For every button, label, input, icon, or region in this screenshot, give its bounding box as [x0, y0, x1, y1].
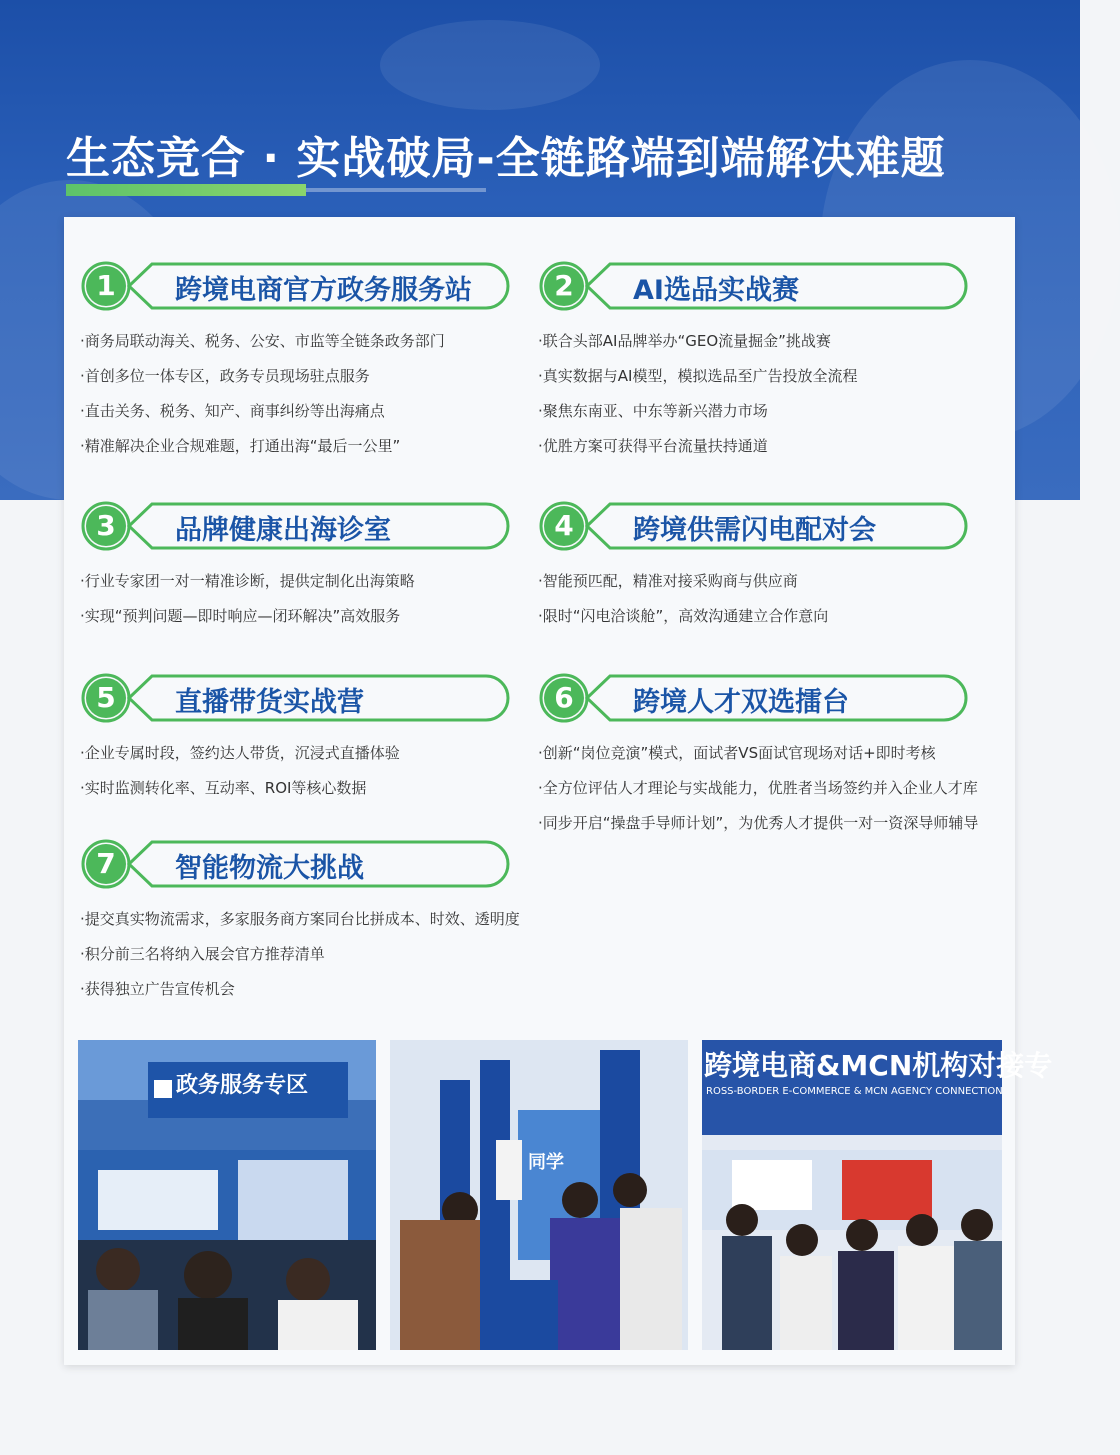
- bullet-list: [538, 564, 828, 634]
- photo-sign: 跨境电商&MCN机构对接专: [704, 1049, 1053, 1082]
- title-underline-faded: [306, 188, 486, 192]
- list-item: ·积分前三名将纳入展会官方推荐清单: [80, 945, 325, 963]
- section-header: [80, 672, 400, 724]
- section-number: 7: [86, 844, 126, 884]
- list-item: ·智能预匹配，精准对接采购商与供应商: [538, 572, 798, 590]
- title-underline: [66, 184, 306, 196]
- section-header: [80, 260, 472, 312]
- section-7: [80, 838, 520, 1007]
- list-item: ·限时“闪电洽谈舱”，高效沟通建立合作意向: [538, 607, 829, 625]
- list-item: ·创新“岗位竞演”模式，面试者VS面试官现场对话+即时考核: [538, 744, 936, 762]
- list-item: ·同步开启“操盘手导师计划”，为优秀人才提供一对一资深导师辅导: [538, 814, 979, 832]
- section-number: 6: [544, 678, 584, 718]
- section-title: 品牌健康出海诊室: [175, 515, 391, 546]
- bullet-list: [538, 324, 857, 464]
- section-header: [538, 500, 876, 552]
- section-number: 2: [544, 266, 584, 306]
- list-item: ·全方位评估人才理论与实战能力，优胜者当场签约并入企业人才库: [538, 779, 978, 797]
- section-title: AI选品实战赛: [633, 275, 799, 306]
- event-photo-icon: [390, 1040, 688, 1350]
- list-item: ·直击关务、税务、知产、商事纠纷等出海痛点: [80, 402, 385, 420]
- section-header: [538, 260, 857, 312]
- list-item: ·实时监测转化率、互动率、ROI等核心数据: [80, 779, 367, 797]
- photo-sign: 政务服务专区: [176, 1073, 309, 1098]
- bullet-list: [80, 736, 400, 806]
- section-title: 直播带货实战营: [175, 687, 364, 718]
- section-number: 4: [544, 506, 584, 546]
- section-number: 1: [86, 266, 126, 306]
- list-item: ·聚焦东南亚、中东等新兴潜力市场: [538, 402, 768, 420]
- bullet-list: [80, 902, 520, 1007]
- section-title: 智能物流大挑战: [175, 853, 364, 884]
- section-number: 3: [86, 506, 126, 546]
- list-item: ·实现“预判问题—即时响应—闭环解决”高效服务: [80, 607, 401, 625]
- section-header: [80, 500, 415, 552]
- list-item: ·真实数据与AI模型，模拟选品至广告投放全流程: [538, 367, 858, 385]
- section-4: [538, 500, 876, 634]
- list-item: ·提交真实物流需求，多家服务商方案同台比拼成本、时效、透明度: [80, 910, 520, 928]
- bullet-list: [80, 564, 415, 634]
- page-title: 生态竞合 · 实战破局-全链路端到端解决难题: [66, 133, 946, 184]
- list-item: ·优胜方案可获得平台流量扶持通道: [538, 437, 768, 455]
- photo-gov-zone: [78, 1040, 376, 1350]
- list-item: ·企业专属时段，签约达人带货，沉浸式直播体验: [80, 744, 400, 762]
- list-item: ·获得独立广告宣传机会: [80, 980, 235, 998]
- section-title: 跨境电商官方政务服务站: [175, 275, 472, 306]
- list-item: ·行业专家团一对一精准诊断，提供定制化出海策略: [80, 572, 415, 590]
- photo-sign: 同学: [528, 1152, 564, 1173]
- section-title: 跨境供需闪电配对会: [633, 515, 876, 546]
- section-2: [538, 260, 857, 464]
- photo-strip: [78, 1040, 1053, 1350]
- list-item: ·精准解决企业合规难题，打通出海“最后一公里”: [80, 437, 401, 455]
- list-item: ·首创多位一体专区，政务专员现场驻点服务: [80, 367, 370, 385]
- section-1: [80, 260, 472, 464]
- section-header: [80, 838, 520, 890]
- photo-mcn-zone: [702, 1040, 1053, 1350]
- photo-sign-english: ROSS-BORDER E-COMMERCE & MCN AGENCY CONNECTION: [706, 1086, 1003, 1097]
- list-item: ·商务局联动海关、税务、公安、市监等全链条政务部门: [80, 332, 445, 350]
- section-title: 跨境人才双选擂台: [633, 687, 849, 718]
- section-3: [80, 500, 415, 634]
- section-5: [80, 672, 400, 806]
- bullet-list: [538, 736, 978, 841]
- section-number: 5: [86, 678, 126, 718]
- photo-select-zone: [390, 1040, 688, 1350]
- list-item: ·联合头部AI品牌举办“GEO流量掘金”挑战赛: [538, 332, 831, 350]
- section-header: [538, 672, 978, 724]
- section-6: [538, 672, 978, 841]
- bullet-list: [80, 324, 445, 464]
